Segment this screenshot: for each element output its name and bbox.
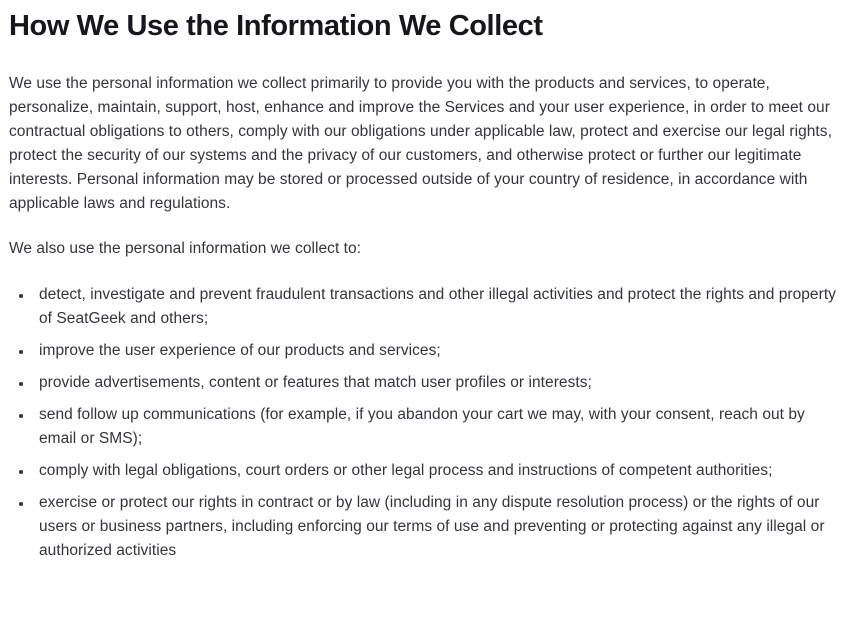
- list-item: • detect, investigate and prevent fraudulent transactions and other illegal activities and protect the rights and property of SeatGeek and others;: [33, 283, 842, 331]
- intro-paragraph: We use the personal information we collect primarily to provide you with the products and services, to operate, personalize, maintain, support, host, enhance and improve the Services and your user experience, in order to meet our contractual obligations to others, comply with our obligations under applicable law, protect and exercise our legal rights, protect the security of our systems and the privacy of our customers, and otherwise protect or further our legitimate interests. Personal information may be stored or processed outside of your country of residence, in accordance with applicable laws and regulations.: [9, 75, 832, 212]
- list-item: • improve the user experience of our products and services;: [33, 339, 842, 363]
- list-item: • exercise or protect our rights in contract or by law (including in any dispute resolution process) or the rights of our users or business partners, including enforcing our terms of use and preventing or protecting against any illegal or authorized activities: [33, 491, 842, 563]
- list-item: • send follow up communications (for example, if you abandon your cart we may, with your consent, reach out by email or SMS);: [33, 403, 842, 451]
- list-intro-paragraph: We also use the personal information we collect to:: [9, 240, 362, 257]
- list-item: • comply with legal obligations, court orders or other legal process and instructions of competent authorities;: [33, 459, 842, 483]
- section-heading: How We Use the Information We Collect: [9, 10, 543, 42]
- list-item: • provide advertisements, content or features that match user profiles or interests;: [33, 371, 842, 395]
- usage-list: [9, 283, 842, 563]
